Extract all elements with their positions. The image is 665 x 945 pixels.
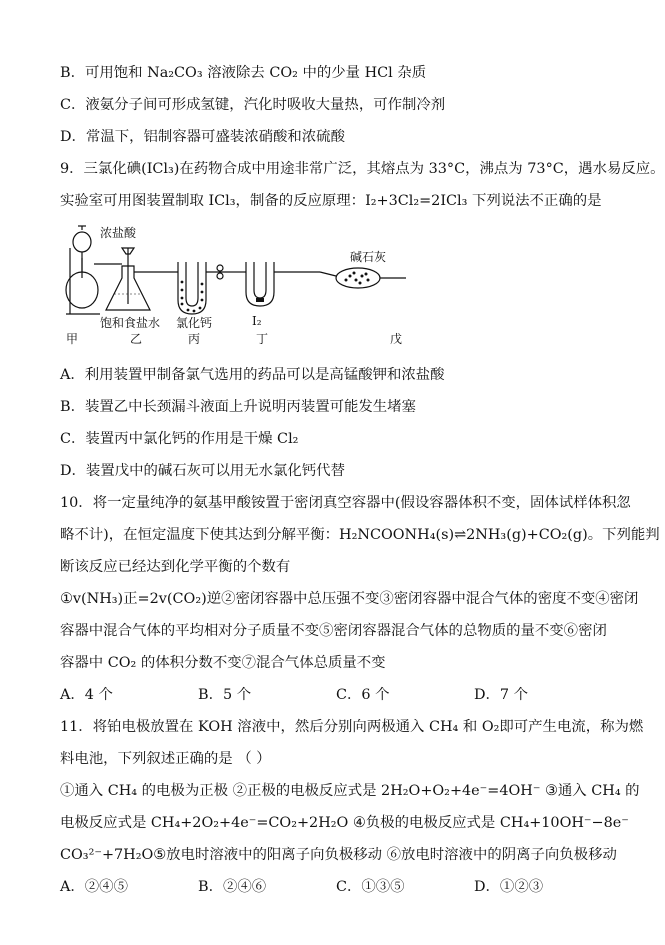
label-ding: 丁 [256,332,269,346]
q10-conditions-line3: 容器中 CO₂ 的体积分数不变⑦混合气体总质量不变 [60,655,386,671]
q10-option-d: D．7 个 [474,687,529,703]
q9-option-d: D．装置戊中的碱石灰可以用无水氯化钙代替 [60,463,345,479]
q10-option-a: A．4 个 [60,687,113,703]
q10-conditions-line1: ①v(NH₃)正=2v(CO₂)逆②密闭容器中总压强不变③密闭容器中混合气体的密度不变④密闭 [60,591,639,607]
q8-option-c: C．液氨分子间可形成氢键，汽化时吸收大量热，可作制冷剂 [60,97,446,113]
q11-option-d: D．①②③ [474,879,544,895]
q8-option-d: D．常温下，铝制容器可盛装浓硝酸和浓硫酸 [60,129,345,145]
label-cacl2: 氯化钙 [176,316,213,330]
q11-option-c: C．①③⑤ [336,879,405,895]
q11-stem-line2: 料电池，下列叙述正确的是 （ ） [60,751,271,767]
q11-statements-line1: ①通入 CH₄ 的电极为正极 ②正极的电极反应式是 2H₂O+O₂+4e⁻=4OH⁻ ③通入 CH₄ 的 [60,783,640,799]
q10-stem-line3: 断该反应已经达到化学平衡的个数有 [60,559,291,575]
q10-stem-line2: 略不计)，在恒定温度下使其达到分解平衡：H₂NCOONH₄(s)⇌2NH₃(g)+CO₂(g)。下列能判 [60,527,660,543]
q11-options-row [60,876,635,898]
q9-option-a: A．利用装置甲制备氯气选用的药品可以是高锰酸钾和浓盐酸 [60,367,445,383]
q11-stem-line1: 11．将铂电极放置在 KOH 溶液中，然后分别向两极通入 CH₄ 和 O₂即可产生电流，称为燃 [60,719,644,735]
q10-options-row [60,684,635,706]
q8-option-b: B．可用饱和 Na₂CO₃ 溶液除去 CO₂ 中的少量 HCl 杂质 [60,65,427,81]
q11-statements-line3: CO₃²⁻+7H₂O⑤放电时溶液中的阳离子向负极移动 ⑥放电时溶液中的阴离子向负极移动 [60,847,617,863]
label-wu: 戊 [390,332,403,346]
apparatus-diagram [60,218,420,346]
q10-stem-line1: 10．将一定量纯净的氨基甲酸铵置于密闭真空容器中(假设容器体积不变，固体试样体积忽 [60,495,631,511]
label-saturated-nacl: 饱和食盐水 [100,316,161,330]
label-i2: I₂ [252,314,262,328]
q11-statements-line2: 电极反应式是 CH₄+2O₂+4e⁻=CO₂+2H₂O ④负极的电极反应式是 CH₄+10OH⁻−8e⁻ [60,815,629,831]
label-jia: 甲 [66,332,79,346]
q9-stem-line1: 9．三氯化碘(ICl₃)在药物合成中用途非常广泛，其熔点为 33°C，沸点为 73°C，遇水易反应。 [60,161,665,177]
label-yi: 乙 [130,332,143,346]
label-conc-hcl: 浓盐酸 [100,226,137,240]
q10-option-b: B．5 个 [198,687,252,703]
q11-option-b: B．②④⑥ [198,879,267,895]
q10-conditions-line2: 容器中混合气体的平均相对分子质量不变⑤密闭容器混合气体的总物质的量不变⑥密闭 [60,623,607,639]
q9-stem-line2: 实验室可用图装置制取 ICl₃，制备的反应原理：I₂+3Cl₂=2ICl₃ 下列说法不正确的是 [60,193,602,209]
q10-option-c: C．6 个 [336,687,390,703]
label-bing: 丙 [188,332,201,346]
label-soda-lime: 碱石灰 [350,250,387,264]
q11-option-a: A．②④⑤ [60,879,128,895]
q9-option-b: B．装置乙中长颈漏斗液面上升说明丙装置可能发生堵塞 [60,399,416,415]
q9-option-c: C．装置丙中氯化钙的作用是干燥 Cl₂ [60,431,299,447]
